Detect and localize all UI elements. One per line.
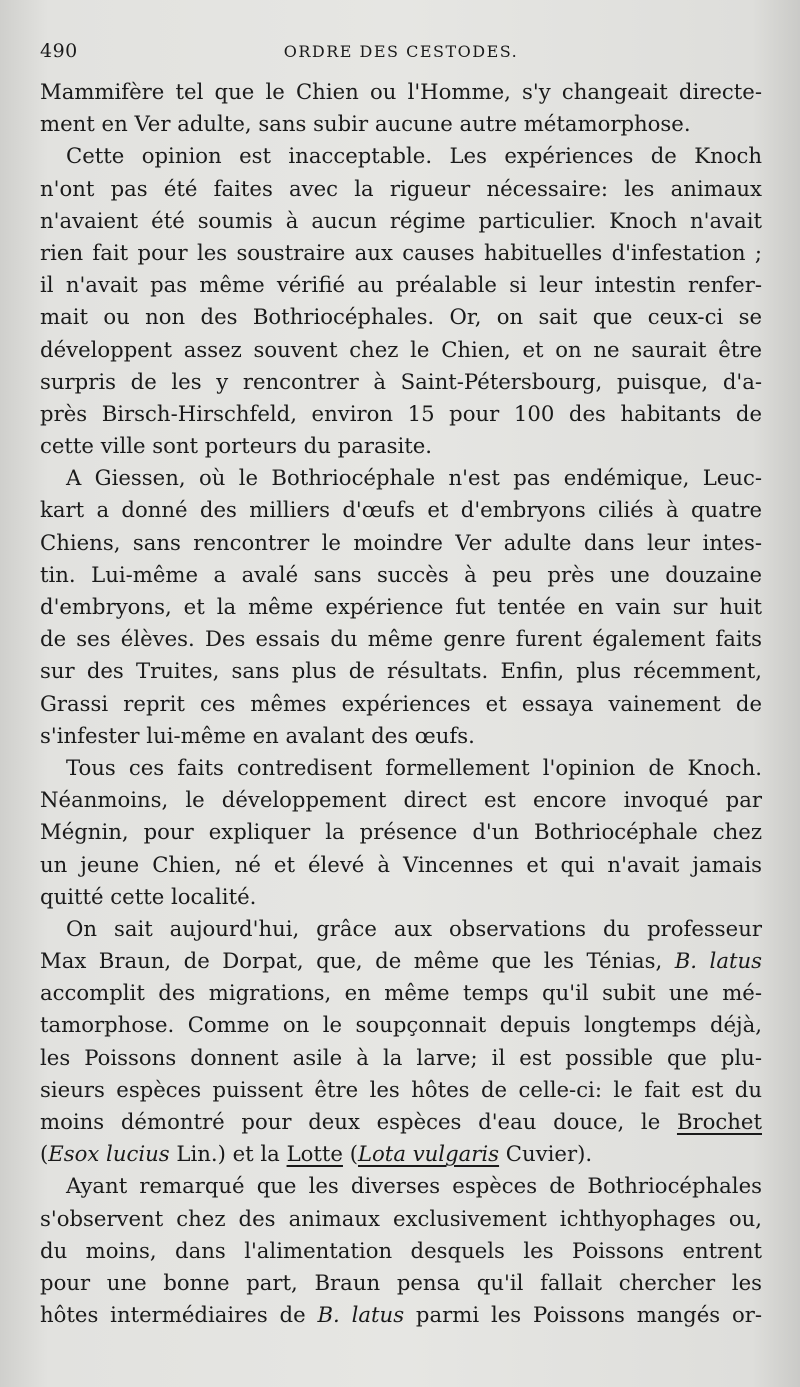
text-line bbox=[40, 655, 762, 687]
text-segment: Tous ces faits contredisent formellement l'opinion de Knoch. bbox=[66, 754, 762, 780]
text-line bbox=[40, 559, 762, 591]
text-segment: Mammifère tel que le Chien ou l'Homme, s'y changeait directe- bbox=[40, 79, 762, 104]
text-line bbox=[40, 527, 762, 559]
text-segment: s'observent chez des animaux exclusivement ichthyophages ou, bbox=[40, 1205, 762, 1231]
text-segment: quitté cette localité. bbox=[40, 883, 257, 909]
text-line bbox=[40, 881, 762, 913]
text-segment: Grassi reprit ces mêmes expériences et essaya vainement de bbox=[40, 690, 762, 716]
text-line bbox=[40, 849, 762, 881]
text-segment: il n'avait pas même vérifié au préalable si leur intestin renfer- bbox=[40, 272, 762, 298]
text-line bbox=[40, 977, 762, 1009]
text-line bbox=[40, 945, 762, 977]
text-line bbox=[40, 1074, 762, 1106]
text-segment: du moins, dans l'alimentation desquels les Poissons entrent bbox=[40, 1237, 762, 1263]
text-segment: ( bbox=[40, 1141, 49, 1167]
text-segment: On sait aujourd'hui, grâce aux observations du professeur bbox=[66, 915, 762, 941]
text-line bbox=[40, 1042, 762, 1074]
text-line bbox=[40, 108, 762, 140]
text-segment: sur des Truites, sans plus de résultats. Enfin, plus récemment, bbox=[40, 658, 762, 684]
text-line bbox=[40, 688, 762, 720]
italic-text: B. latus bbox=[674, 948, 762, 974]
text-segment: Max Braun, de Dorpat, que, de même que les Ténias, bbox=[40, 948, 675, 974]
text-line bbox=[40, 1170, 762, 1202]
text-line bbox=[40, 1009, 762, 1041]
underlined-text: Brochet bbox=[676, 1109, 762, 1134]
text-segment: tin. Lui-même a avalé sans succès à peu près une douzaine bbox=[40, 561, 762, 587]
text-segment: parmi les Poissons mangés or- bbox=[404, 1302, 763, 1328]
text-segment: kart a donné des milliers d'œufs et d'embryons ciliés à quatre bbox=[40, 497, 762, 523]
italic-text: Lota vulgaris bbox=[357, 1141, 500, 1167]
underlined-text: Lotte bbox=[286, 1141, 343, 1167]
text-segment: Ayant remarqué que les diverses espèces de Bothriocéphales bbox=[66, 1173, 762, 1199]
text-segment: hôtes intermédiaires de bbox=[40, 1302, 318, 1328]
text-segment: n'avaient été soumis à aucun régime particulier. Knoch n'avait bbox=[40, 207, 762, 233]
text-line bbox=[40, 494, 762, 526]
page-number: 490 bbox=[40, 40, 78, 62]
text-segment: moins démontré pour deux espèces d'eau douce, le bbox=[40, 1109, 677, 1134]
text-line bbox=[40, 784, 762, 816]
text-line bbox=[40, 1299, 762, 1331]
page-header bbox=[40, 40, 762, 68]
text-segment: A Giessen, où le Bothriocéphale n'est pas endémique, Leuc- bbox=[66, 465, 762, 491]
text-line bbox=[40, 269, 762, 301]
running-title: ORDRE DES CESTODES. bbox=[283, 42, 519, 61]
text-segment: d'embryons, et la même expérience fut tentée en vain sur huit bbox=[40, 594, 762, 619]
text-segment: pour une bonne part, Braun pensa qu'il fallait chercher les bbox=[40, 1269, 762, 1295]
text-segment: Lin.) et la bbox=[169, 1141, 287, 1167]
text-line bbox=[40, 720, 762, 752]
text-segment: s'infester lui-même en avalant des œufs. bbox=[40, 722, 475, 748]
text-segment: Cette opinion est inacceptable. Les expériences de Knoch bbox=[66, 143, 762, 169]
text-line bbox=[40, 913, 762, 945]
text-segment: rien fait pour les soustraire aux causes habituelles d'infestation ; bbox=[40, 239, 762, 265]
text-line bbox=[40, 623, 762, 655]
text-line bbox=[40, 591, 762, 623]
text-line bbox=[40, 1203, 762, 1235]
text-segment: un jeune Chien, né et élevé à Vincennes et qui n'avait jamais bbox=[40, 851, 762, 877]
text-line bbox=[40, 816, 762, 848]
text-line bbox=[40, 752, 762, 784]
text-segment: n'ont pas été faites avec la rigueur nécessaire: les animaux bbox=[40, 175, 762, 201]
text-segment: tamorphose. Comme on le soupçonnait depuis longtemps déjà, bbox=[40, 1012, 762, 1038]
text-line bbox=[40, 1138, 762, 1170]
text-segment: cette ville sont porteurs du parasite. bbox=[40, 433, 433, 459]
text-line bbox=[40, 398, 762, 430]
text-line bbox=[40, 366, 762, 398]
text-line bbox=[40, 1235, 762, 1267]
text-line bbox=[40, 76, 762, 108]
text-segment: mait ou non des Bothriocéphales. Or, on sait que ceux-ci se bbox=[40, 304, 762, 330]
text-segment: Chiens, sans rencontrer le moindre Ver adulte dans leur intes- bbox=[40, 529, 762, 555]
text-segment: Néanmoins, le développement direct est encore invoqué par bbox=[40, 787, 762, 813]
text-line bbox=[40, 1267, 762, 1299]
text-line bbox=[40, 301, 762, 333]
text-segment: Mégnin, pour expliquer la présence d'un Bothriocéphale chez bbox=[40, 819, 762, 845]
text-line bbox=[40, 205, 762, 237]
text-segment: de ses élèves. Des essais du même genre furent également faits bbox=[40, 626, 762, 652]
italic-text: Esox lucius bbox=[48, 1141, 170, 1167]
text-segment: Cuvier). bbox=[499, 1141, 593, 1167]
text-line bbox=[40, 430, 762, 462]
text-segment: accomplit des migrations, en même temps qu'il subit une mé- bbox=[40, 980, 762, 1006]
text-segment: ( bbox=[342, 1141, 358, 1167]
text-segment: ment en Ver adulte, sans subir aucune autre métamorphose. bbox=[40, 111, 691, 137]
text-segment: surpris de les y rencontrer à Saint-Pétersbourg, puisque, d'a- bbox=[40, 368, 762, 394]
text-line bbox=[40, 1106, 762, 1138]
text-line bbox=[40, 462, 762, 494]
text-line bbox=[40, 237, 762, 269]
body-text bbox=[40, 76, 762, 1331]
text-line bbox=[40, 173, 762, 205]
text-segment: les Poissons donnent asile à la larve; il est possible que plu- bbox=[40, 1044, 762, 1070]
italic-text: B. latus bbox=[317, 1302, 405, 1328]
text-segment: sieurs espèces puissent être les hôtes de celle-ci: le fait est du bbox=[40, 1076, 762, 1102]
text-segment: près Birsch-Hirschfeld, environ 15 pour 100 des habitants de bbox=[40, 400, 762, 426]
text-segment: développent assez souvent chez le Chien, et on ne saurait être bbox=[40, 336, 762, 362]
text-line bbox=[40, 140, 762, 172]
text-line bbox=[40, 334, 762, 366]
